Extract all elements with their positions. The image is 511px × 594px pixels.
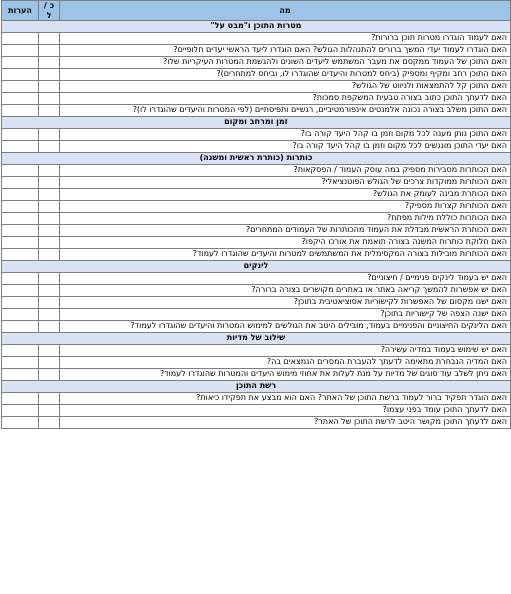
notes-cell[interactable] <box>2 189 39 201</box>
notes-cell[interactable] <box>2 57 39 69</box>
cl-cell[interactable] <box>39 309 60 321</box>
notes-cell[interactable] <box>2 321 39 333</box>
checklist-body <box>2 21 511 429</box>
cl-cell[interactable] <box>39 93 60 105</box>
notes-cell[interactable] <box>2 177 39 189</box>
question-text: האם לדעתך התוכן עומד בפני עצמו? <box>60 405 511 417</box>
question-text: האם הוגדר תפקיד ברור לעמוד ברשת התוכן של האתר? האם הוא מבצע את תפקידו כיאות? <box>60 393 511 405</box>
section-title: רשת התוכן <box>2 381 511 393</box>
question-text: האם הכותרות כוללת מילות מפתח? <box>60 213 511 225</box>
question-row <box>2 33 511 45</box>
cl-cell[interactable] <box>39 141 60 153</box>
notes-cell[interactable] <box>2 405 39 417</box>
header-row <box>2 1 511 21</box>
question-text: האם הוגדרו לעמוד יעדי המשך ברורים להתנהלות הגולש? האם הוגדרו ליעד הראשי יעדים חלופיים? <box>60 45 511 57</box>
question-text: האם התוכן רחב ומקיף ומספיק (ביחס למטרות והיעדים שהוגדרו לו, וביחס למתחרים)? <box>60 69 511 81</box>
question-text: האם התוכן נותן מענה לכל מקום וזמן בו קהל היעד קורה בו? <box>60 129 511 141</box>
notes-cell[interactable] <box>2 357 39 369</box>
question-text: האם הכותרות מובילות בצורה המקסימלית את המשתמשים למטרות והיעדים שהוגדרו לעמוד? <box>60 249 511 261</box>
question-text: האם הכותרות קצרות מספיק? <box>60 201 511 213</box>
question-text: האם יש אפשרות להמשך קריאה באתר או באתרים מקושרים בצורה ברורה? <box>60 285 511 297</box>
question-text: האם חלוקת כותרות המשנה בצורה תואמת את אורכו היקפו? <box>60 237 511 249</box>
question-text: האם ישנה הצפה של קישוריות בתוכן? <box>60 309 511 321</box>
section-title: שילוב של מדיות <box>2 333 511 345</box>
notes-cell[interactable] <box>2 273 39 285</box>
question-row <box>2 321 511 333</box>
question-text: האם הכותרת הראשית מבדלת את העמוד מהכותרות של העמודים המתחרים? <box>60 225 511 237</box>
cl-cell[interactable] <box>39 405 60 417</box>
question-row <box>2 213 511 225</box>
notes-cell[interactable] <box>2 33 39 45</box>
question-row <box>2 273 511 285</box>
section-header-row <box>2 333 511 345</box>
question-text: האם יש שימוש בעמוד במדיה עשירה? <box>60 345 511 357</box>
question-row <box>2 57 511 69</box>
question-text: האם המדיה הנבחרת מתאימה לדעתך להעברת המסרים הנמצאים בה? <box>60 357 511 369</box>
notes-cell[interactable] <box>2 345 39 357</box>
question-row <box>2 309 511 321</box>
question-row <box>2 165 511 177</box>
cl-cell[interactable] <box>39 213 60 225</box>
question-text: האם התוכן של העמוד ממקסם את מעבר המשתמש ליעדים השונים ולהגשמת המטרות העיקריות שלו? <box>60 57 511 69</box>
question-row <box>2 225 511 237</box>
notes-cell[interactable] <box>2 369 39 381</box>
question-text: האם ישנו מקסום של האפשרות לקישוריות אסוציאטיבית בתוכן? <box>60 297 511 309</box>
question-text: האם הכותרות מסבירות מספיק במה עוסק העמוד / הפסקאות? <box>60 165 511 177</box>
question-row <box>2 357 511 369</box>
question-row <box>2 369 511 381</box>
section-title: לינקים <box>2 261 511 273</box>
section-header-row <box>2 261 511 273</box>
header-main: מה <box>60 1 511 21</box>
cl-cell[interactable] <box>39 417 60 429</box>
question-row <box>2 297 511 309</box>
notes-cell[interactable] <box>2 249 39 261</box>
question-row <box>2 189 511 201</box>
header-notes: הערות <box>2 1 39 21</box>
cl-cell[interactable] <box>39 249 60 261</box>
cl-cell[interactable] <box>39 225 60 237</box>
question-row <box>2 417 511 429</box>
question-row <box>2 345 511 357</box>
notes-cell[interactable] <box>2 81 39 93</box>
section-title: כותרות (כותרת ראשית ומשנה) <box>2 153 511 165</box>
question-row <box>2 177 511 189</box>
question-text: האם ניתן לשלב עוד סוגים של מדיות על מנת לעלות את אחוזי מימוש היעדים והמטרות שהוגדרו לעמוד? <box>60 369 511 381</box>
question-text: האם התוכן קל להתמצאות ולניווט של הגולש? <box>60 81 511 93</box>
question-row <box>2 129 511 141</box>
cl-cell[interactable] <box>39 177 60 189</box>
cl-cell[interactable] <box>39 201 60 213</box>
cl-cell[interactable] <box>39 189 60 201</box>
question-row <box>2 93 511 105</box>
notes-cell[interactable] <box>2 237 39 249</box>
cl-cell[interactable] <box>39 297 60 309</box>
question-text: האם התוכן משלב בצורה נכונה אלמנטים אינפורמטיביים, רגשיים ותפיסתיים (לפי המטרות והיעדים שהוגדרו לו)? <box>60 105 511 117</box>
notes-cell[interactable] <box>2 201 39 213</box>
section-title: מטרות התוכן ו"מבט על" <box>2 21 511 33</box>
question-text: האם לעמוד הוגדרו מטרות תוכן ברורות? <box>60 33 511 45</box>
notes-cell[interactable] <box>2 309 39 321</box>
question-row <box>2 405 511 417</box>
question-row <box>2 105 511 117</box>
section-header-row <box>2 153 511 165</box>
cl-cell[interactable] <box>39 369 60 381</box>
cl-cell[interactable] <box>39 81 60 93</box>
cl-cell[interactable] <box>39 57 60 69</box>
question-text: האם יש בעמוד לינקים פנימיים / חיצוניים? <box>60 273 511 285</box>
question-text: האם לדעתך התוכן כתוב בצורה טבעית המשקפת סמכות? <box>60 93 511 105</box>
section-header-row <box>2 381 511 393</box>
cl-cell[interactable] <box>39 393 60 405</box>
notes-cell[interactable] <box>2 213 39 225</box>
question-row <box>2 69 511 81</box>
notes-cell[interactable] <box>2 225 39 237</box>
cl-cell[interactable] <box>39 321 60 333</box>
cl-cell[interactable] <box>39 129 60 141</box>
notes-cell[interactable] <box>2 141 39 153</box>
section-header-row <box>2 117 511 129</box>
question-row <box>2 393 511 405</box>
cl-cell[interactable] <box>39 345 60 357</box>
notes-cell[interactable] <box>2 297 39 309</box>
cl-cell[interactable] <box>39 165 60 177</box>
notes-cell[interactable] <box>2 393 39 405</box>
question-row <box>2 237 511 249</box>
question-text: האם יעדי התוכן מונגשים לכל מקום וזמן בו קהל היעד קורה בו? <box>60 141 511 153</box>
notes-cell[interactable] <box>2 165 39 177</box>
question-text: האם הלינקים החיצוניים והפנימיים בעמוד, מובילים היטב את הגולשים למימוש המטרות והיעדים שהוגדרו לעמוד? <box>60 321 511 333</box>
notes-cell[interactable] <box>2 45 39 57</box>
checklist-table <box>1 0 511 429</box>
cl-cell[interactable] <box>39 237 60 249</box>
notes-cell[interactable] <box>2 129 39 141</box>
cl-cell[interactable] <box>39 45 60 57</box>
cl-cell[interactable] <box>39 273 60 285</box>
question-row <box>2 45 511 57</box>
section-title: זמן ומרחב ומקום <box>2 117 511 129</box>
question-text: האם הכותרת מבינה לעומק את הגולש? <box>60 189 511 201</box>
cl-cell[interactable] <box>39 357 60 369</box>
question-row <box>2 285 511 297</box>
cl-cell[interactable] <box>39 69 60 81</box>
question-row <box>2 81 511 93</box>
notes-cell[interactable] <box>2 417 39 429</box>
notes-cell[interactable] <box>2 93 39 105</box>
header-cl: כ / ל <box>39 1 60 21</box>
cl-cell[interactable] <box>39 285 60 297</box>
cl-cell[interactable] <box>39 105 60 117</box>
question-row <box>2 201 511 213</box>
question-row <box>2 141 511 153</box>
cl-cell[interactable] <box>39 33 60 45</box>
notes-cell[interactable] <box>2 105 39 117</box>
notes-cell[interactable] <box>2 69 39 81</box>
question-row <box>2 249 511 261</box>
notes-cell[interactable] <box>2 285 39 297</box>
question-text: האם הכותרות ממוקדות צרכים של הגולש הפוטנציאלי? <box>60 177 511 189</box>
section-header-row <box>2 21 511 33</box>
question-text: האם לדעתך התוכן מקושר היטב לרשת התוכן של האתר? <box>60 417 511 429</box>
